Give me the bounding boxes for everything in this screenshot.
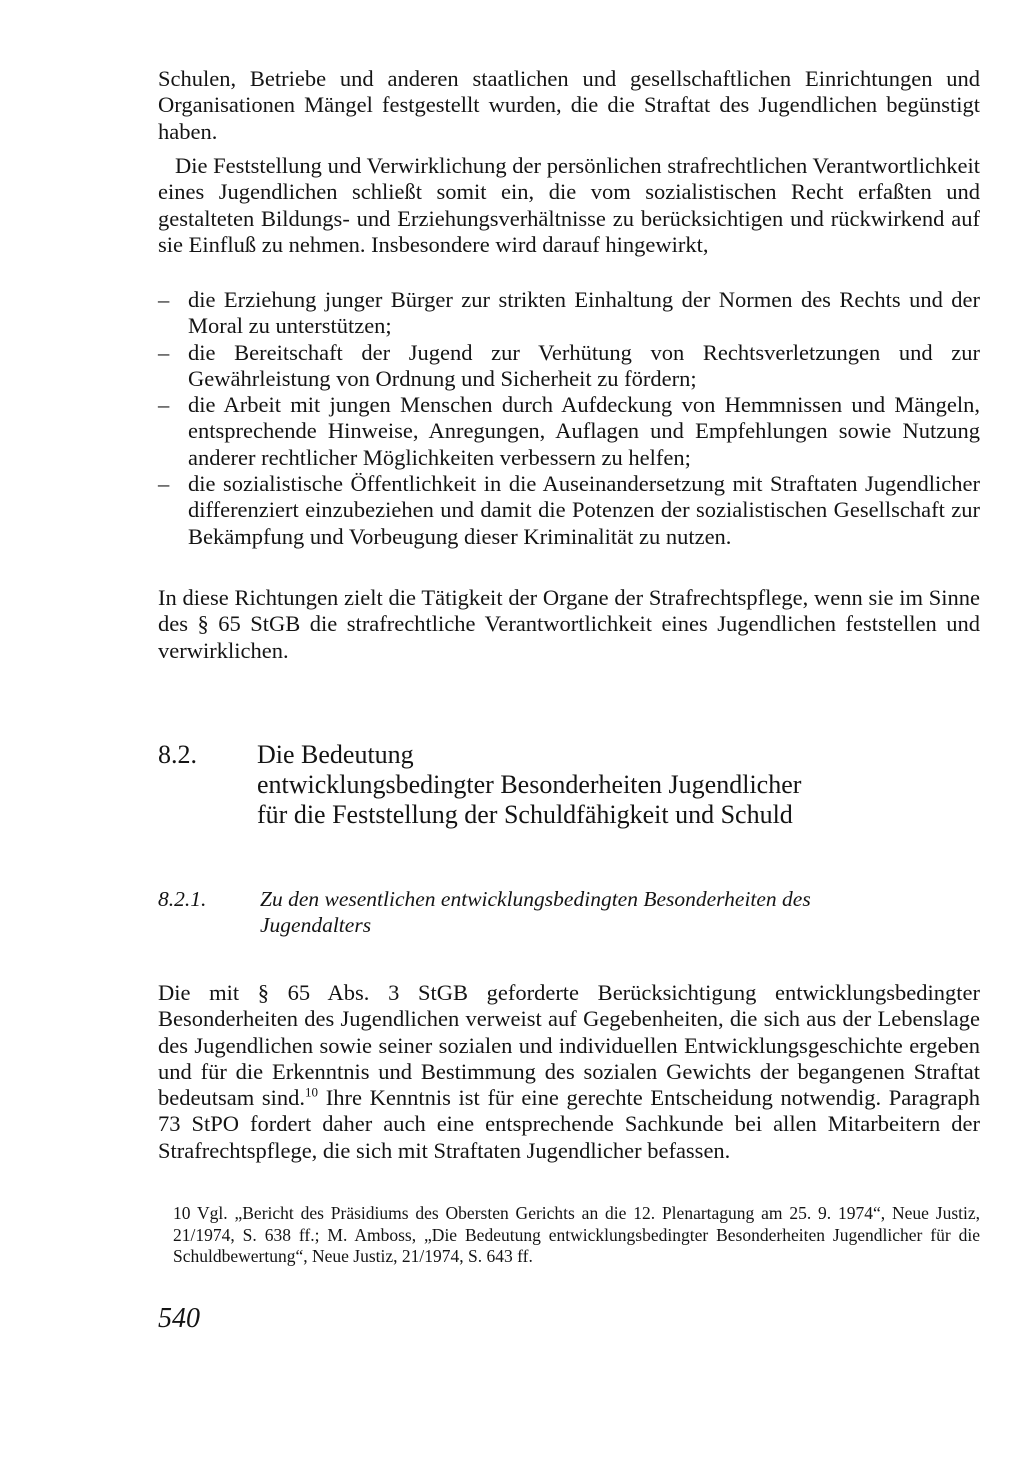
footnote-number: 10: [173, 1203, 191, 1223]
bullet-dash: –: [158, 392, 170, 418]
subsection-number: 8.2.1.: [158, 887, 207, 911]
footnote-text: Vgl. „Bericht des Präsidiums des Obersten Gerichts an die 12. Plenartagung am 25. 9. 1974“, Neue Justiz, 21/1974, S. 638 ff.; M. Amboss, „Die Bedeutung entwicklungsbedingter Besonderheiten Jugendlicher für die Schuldbewertung“, Neue Justiz, 21/1974, S. 643 ff.: [173, 1203, 980, 1266]
paragraph-continued: Schulen, Betriebe und anderen staatlichen und gesellschaftlichen Einrichtungen und Organisationen Mängel festgestellt wurden, die die Straftat des Jugendlichen begünstigt haben.: [158, 66, 980, 144]
footnote: [173, 1203, 980, 1268]
bullet-item: [158, 287, 980, 340]
footnote-reference[interactable]: 10: [305, 1084, 319, 1100]
bullet-dash: –: [158, 471, 170, 497]
page-number: 540: [158, 1303, 200, 1334]
bullet-text: die Erziehung junger Bürger zur strikten Einhaltung der Normen des Rechts und der Moral zu unterstützen;: [188, 287, 980, 339]
section-heading-line: entwicklungsbedingter Besonderheiten Jugendlicher: [257, 770, 802, 799]
section-heading-line: Die Bedeutung: [257, 740, 414, 769]
bullet-dash: –: [158, 339, 170, 365]
bullet-item: [158, 392, 980, 471]
bullet-text: die Arbeit mit jungen Menschen durch Aufdeckung von Hemmnissen und Mängeln, entsprechende Hinweise, Anregungen, Auflagen und Empfehlungen sowie Nutzung anderer rechtlicher Möglichkeiten verbessern zu helfen;: [188, 392, 980, 470]
section-heading: [257, 740, 957, 830]
subsection-heading: Zu den wesentlichen entwicklungsbedingten Besonderheiten des Jugendalters: [260, 887, 811, 937]
bullet-item: [158, 471, 980, 550]
section-number: 8.2.: [158, 740, 197, 769]
body-text: Ihre Kenntnis ist für eine gerechte Entscheidung notwendig. Paragraph 73 StPO fordert daher auch eine entsprechende Sachkunde bei allen Mitarbeitern der Strafrechtspflege, die sich mit Straftaten Jugendlicher befassen.: [158, 1085, 980, 1163]
bullet-dash: –: [158, 287, 170, 312]
bullet-text: die sozialistische Öffentlichkeit in die Auseinandersetzung mit Straftaten Jugendlicher differenziert einzubeziehen und damit die Potenzen der sozialistischen Gesellschaft zur Bekämpfung und Vorbeugung dieser Kriminalität zu nutzen.: [188, 471, 980, 549]
bullet-list: [158, 287, 980, 550]
bullet-text: die Bereitschaft der Jugend zur Verhütung von Rechtsverletzungen und zur Gewährleistung von Ordnung und Sicherheit zu fördern;: [188, 339, 980, 391]
body-text: Die mit § 65 Abs. 3 StGB geforderte Berücksichtigung entwicklungsbedingter Besonderheiten des Jugendlichen verweist auf Gegebenheiten, die sich aus der Lebenslage des Jugendlichen sowie seiner sozialen und individuellen Entwicklungsgeschichte ergeben und für die Erkenntnis und Bestimmung des sozialen Gewichts der begangenen Straftat bedeutsam sind.: [158, 980, 980, 1111]
paragraph-intro: Die Feststellung und Verwirklichung der persönlichen strafrechtlichen Verantwortlichkeit eines Jugendlichen schließt somit ein, die vom sozialistischen Recht erfaßten und gestalteten Bildungs- und Erziehungsverhältnisse zu berücksichtigen und rückwirkend auf sie Einfluß zu nehmen. Insbesondere wird darauf hingewirkt,: [158, 153, 980, 257]
section-heading-line: für die Feststellung der Schuldfähigkeit und Schuld: [257, 800, 793, 829]
body-paragraph: [158, 980, 980, 1164]
paragraph-outro: In diese Richtungen zielt die Tätigkeit der Organe der Strafrechtspflege, wenn sie im Sinne des § 65 StGB die strafrechtliche Verantwortlichkeit eines Jugendlichen feststellen und verwirklichen.: [158, 585, 980, 663]
bullet-item: [158, 340, 980, 393]
